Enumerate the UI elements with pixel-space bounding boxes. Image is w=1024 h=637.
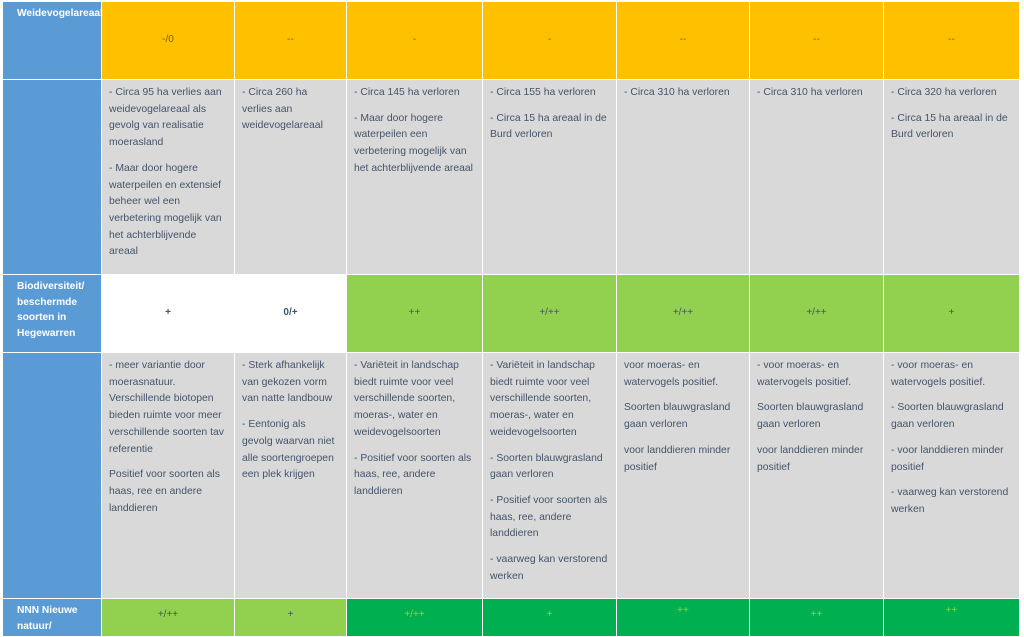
table-row-weidevogel-rating xyxy=(3,2,1020,80)
detail-text: - Positief voor soorten als haas, ree, andere landdieren xyxy=(354,452,472,497)
rating-cell: + xyxy=(235,599,347,637)
rating-cell: -- xyxy=(750,2,884,80)
rating-cell: 0/+ xyxy=(235,275,347,353)
detail-cell xyxy=(483,80,617,275)
detail-text: - Circa 145 ha verloren xyxy=(354,87,460,98)
table-row-nnn-rating xyxy=(3,599,1020,637)
detail-text: - voor landdieren minder positief xyxy=(891,444,1004,473)
detail-text: - Maar door hogere waterpeilen een verbetering mogelijk van het achterblijvende areaal xyxy=(354,112,473,174)
detail-text: - Soorten blauwgrasland gaan verloren xyxy=(490,452,603,481)
detail-cell xyxy=(235,80,347,275)
detail-cell xyxy=(347,80,483,275)
detail-text: - Circa 95 ha verlies aan weidevogelareaal als gevolg van realisatie moerasland xyxy=(109,87,222,149)
detail-text: - Soorten blauwgrasland gaan verloren xyxy=(891,402,1004,431)
table-row-weidevogel-details xyxy=(3,80,1020,275)
detail-text: - voor moeras- en watervogels positief. xyxy=(891,360,986,388)
detail-text: voor landdieren minder positief xyxy=(624,444,731,473)
detail-cell xyxy=(617,80,750,275)
detail-cell xyxy=(102,353,235,599)
detail-text: - Maar door hogere waterpeilen en extensief beheer wel een verbetering mogelijk van het achterblijvende areaal xyxy=(109,162,222,258)
detail-cell xyxy=(750,80,884,275)
detail-cell xyxy=(617,353,750,599)
detail-text: - Circa 260 ha verlies aan weidevogelareaal xyxy=(242,87,323,132)
detail-text: Positief voor soorten als haas, ree en andere landdieren xyxy=(109,469,220,514)
rating-cell: ++ xyxy=(750,599,884,637)
detail-cell xyxy=(347,353,483,599)
detail-cell xyxy=(750,353,884,599)
detail-text: - Circa 15 ha areaal in de Burd verloren xyxy=(891,112,1008,141)
detail-text: - Variëteit in landschap biedt ruimte voor veel verschillende soorten, moeras-, water en weidevogelsoorten xyxy=(490,360,595,438)
rating-cell: -- xyxy=(235,2,347,80)
rating-cell: -/0 xyxy=(102,2,235,80)
detail-text: - Sterk afhankelijk van gekozen vorm van natte landbouw xyxy=(242,360,333,405)
row-header-biodiversiteit: Biodiversiteit/ beschermde soorten in Hegewarren xyxy=(3,275,102,353)
detail-text: - Variëteit in landschap biedt ruimte voor veel verschillende soorten, moeras-, water en weidevogelsoorten xyxy=(354,360,459,438)
rating-cell: -- xyxy=(884,2,1020,80)
detail-cell xyxy=(884,80,1020,275)
rating-cell: +/++ xyxy=(483,275,617,353)
detail-text: - Circa 15 ha areaal in de Burd verloren xyxy=(490,112,607,141)
detail-text: voor moeras- en watervogels positief. xyxy=(624,360,719,388)
detail-text: - Circa 155 ha verloren xyxy=(490,87,596,98)
detail-cell xyxy=(235,353,347,599)
row-header-weidevogel: Weidevogelareaal xyxy=(3,2,102,80)
rating-cell: +/++ xyxy=(750,275,884,353)
table-row-biodiversiteit-rating xyxy=(3,275,1020,353)
rating-cell: - xyxy=(347,2,483,80)
detail-text: - Circa 310 ha verloren xyxy=(757,87,863,98)
detail-text: - Circa 320 ha verloren xyxy=(891,87,997,98)
detail-text: - voor moeras- en watervogels positief. xyxy=(757,360,852,388)
detail-cell xyxy=(102,80,235,275)
rating-cell: + xyxy=(102,275,235,353)
detail-text: - meer variantie door moerasnatuur. Verschillende biotopen bieden ruimte voor meer verschillende soorten tav referentie xyxy=(109,360,224,455)
rating-cell: +/++ xyxy=(617,275,750,353)
detail-text: - Positief voor soorten als haas, ree, andere landdieren xyxy=(490,494,608,540)
detail-text: - Eentonig als gevolg waarvan niet alle soortengroepen een plek krijgen xyxy=(242,419,335,481)
assessment-table xyxy=(2,1,1020,637)
rating-cell: ++ xyxy=(884,599,1020,637)
rating-cell: ++ xyxy=(617,599,750,637)
row-header-nnn: NNN Nieuwe natuur/ xyxy=(3,599,102,637)
rating-cell: - xyxy=(483,2,617,80)
table-row-biodiversiteit-details xyxy=(3,353,1020,599)
detail-text: Soorten blauwgrasland gaan verloren xyxy=(757,402,864,431)
rating-cell: +/++ xyxy=(102,599,235,637)
detail-text: - vaarweg kan verstorend werken xyxy=(490,554,608,582)
row-header-empty xyxy=(3,353,102,599)
detail-text: voor landdieren minder positief xyxy=(757,444,864,473)
row-header-empty xyxy=(3,80,102,275)
rating-cell: + xyxy=(483,599,617,637)
detail-text: - vaarweg kan verstorend werken xyxy=(891,487,1009,515)
detail-text: Soorten blauwgrasland gaan verloren xyxy=(624,402,731,431)
rating-cell: ++ xyxy=(347,275,483,353)
detail-cell xyxy=(884,353,1020,599)
detail-cell xyxy=(483,353,617,599)
rating-cell: -- xyxy=(617,2,750,80)
rating-cell: + xyxy=(884,275,1020,353)
rating-cell: +/++ xyxy=(347,599,483,637)
detail-text: - Circa 310 ha verloren xyxy=(624,87,730,98)
